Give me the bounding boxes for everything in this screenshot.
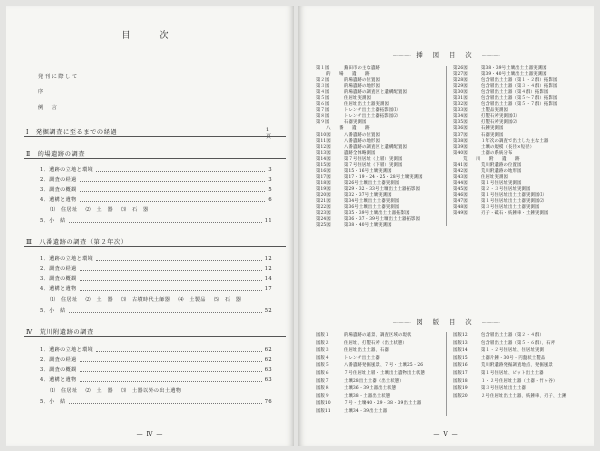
section-title: Ⅲ 八番遺跡の調査（第２年次） [26, 239, 128, 246]
item-number: 第25図 [316, 223, 331, 229]
list-item [316, 223, 423, 229]
toc-item: 5．小 結 52 [40, 307, 272, 314]
toc-item: 3．調査の概観 5 [40, 186, 272, 193]
column-divider [446, 332, 447, 416]
list-item [453, 211, 557, 217]
item-number: 第11図 [316, 138, 331, 144]
toc-item: 3．調査の概観 14 [40, 275, 272, 282]
list-item [453, 378, 566, 386]
toc-item: 1．遺跡の立地と環境 62 [40, 346, 272, 353]
item-text: 第32・37号土壙実測図 [344, 192, 392, 198]
subheading-text: 荒 川 附 遺 跡 [463, 156, 522, 162]
item-number: 第34図 [453, 114, 468, 120]
list-item [453, 362, 566, 370]
item-number: 第１図 [316, 66, 330, 71]
item-number: 第14図 [316, 156, 331, 162]
left-page [6, 6, 294, 446]
item-number: 第18図 [316, 180, 331, 186]
item-text: 第36・37・39号土壙出土土器拓影図 [344, 217, 421, 223]
item-text: 第15・16号土壙実測図 [344, 168, 392, 174]
item-number: 第10図 [316, 132, 331, 138]
item-text: 土製品実測図 [481, 108, 508, 114]
toc-subitems: ⑴ 住居址 ⑵ 土 器 ⑶ 石 器 [50, 207, 149, 213]
decorative-border: ··············· [392, 53, 411, 59]
item-text: 八番遺跡の地形図 [344, 138, 380, 144]
toc-subitems: ⑴ 住居址 ⑵ 土 器 ⑶ 古墳時代土師器 ⑷ 土製品 ⑸ 石 器 [50, 297, 242, 303]
list-item [453, 332, 566, 340]
item-text: 八番遺跡の調査区と遺構配置図 [344, 144, 407, 150]
section-title: Ⅱ 的場遺跡の調査 [26, 151, 86, 158]
item-number: 第３図 [316, 84, 330, 90]
item-number: 第12図 [316, 144, 331, 150]
item-text: トレンチ出土土器 [344, 355, 380, 361]
item-number: 図版８ [316, 386, 330, 392]
item-text: 第29・32・33号土壙出土土器拓影図 [344, 186, 421, 192]
item-text: 石錘実測図 [481, 126, 504, 132]
item-number: 第７図 [316, 108, 330, 114]
toc-item: 4．遺構と遺物 17 [40, 285, 272, 292]
item-text: 住居址出土土器、石器 [344, 348, 389, 354]
item-text: 荒川附遺跡の地形図 [481, 168, 522, 174]
list-item [316, 362, 425, 370]
item-text: 包含層出土土器（第５～７群）拓影図 [481, 96, 558, 102]
item-text: 荒川附遺跡の位置図 [481, 162, 522, 168]
item-number: 図版20 [453, 393, 468, 399]
toc-item: 2．調査の経過 12 [40, 265, 272, 272]
item-text: 住居址実測図 [481, 174, 508, 180]
item-text: 住居址出土土器実測図 [344, 102, 389, 108]
item-number: 第16図 [316, 168, 331, 174]
item-text: 土壙36・39土器出土状態 [344, 386, 397, 392]
item-text: 第26号土壙出土土器実測図 [344, 180, 400, 186]
item-number: 第31図 [453, 96, 468, 102]
toc-subitems: ⑴ 住居址 ⑵ 土 器 ⑶ 土器以外の出土遺物 [50, 388, 182, 394]
item-text: 石器実測図 [344, 120, 367, 126]
item-number: 図版15 [453, 355, 468, 361]
item-number: 第48図 [453, 205, 468, 211]
item-text: 第１号住居址、ピット出土土器 [481, 370, 544, 376]
item-text: 土器の系統分布 [481, 150, 513, 156]
item-text: 第38・39号土壙出土土器実測図 [481, 66, 547, 71]
item-number: 第19図 [316, 186, 331, 192]
item-text: 土器片錘・30号・円盤状土製品 [481, 355, 546, 361]
item-number: 図版１ [316, 333, 330, 338]
item-text: 土壙38・土器出土状態 [344, 393, 391, 399]
list-item [316, 400, 425, 408]
item-number: 第24図 [316, 217, 331, 223]
item-number: 図版２ [316, 340, 330, 346]
section-title: Ⅰ 発掘調査に至るまでの経過 [26, 129, 118, 136]
item-number: 図版11 [316, 408, 331, 414]
item-text: 第34号土壙出土土器実測図 [344, 199, 400, 205]
item-number: 図版７ [316, 378, 330, 384]
front-matter-item: 序 [38, 89, 45, 95]
plates-title: 図 版 目 次 [416, 319, 476, 326]
list-item [316, 347, 425, 355]
item-text: 的場遺跡の遠景、調査区域の現状 [344, 333, 412, 338]
list-item [316, 340, 425, 348]
item-text: 第38・40号土壙実測図 [344, 223, 392, 229]
item-text: 八番遺跡の位置図 [344, 132, 380, 138]
toc-item: 5．小 結 11 [40, 217, 272, 224]
item-number: 図版16 [453, 363, 468, 369]
item-number: 第28図 [453, 78, 468, 84]
contents-title: 目 次 [121, 31, 179, 41]
item-number: 第23図 [316, 211, 331, 217]
decorative-border: ··············· [481, 320, 500, 326]
list-item [316, 408, 425, 416]
divider [24, 336, 286, 337]
toc-item: 1．遺跡の立地と環境 3 [40, 166, 272, 173]
item-number: 図版18 [453, 378, 468, 384]
item-text: 第１号住居址実測図 [481, 180, 522, 186]
item-text: ７号住居址上層・土壙出土遺物出土状態 [344, 370, 425, 376]
item-number: 第29図 [453, 84, 468, 90]
item-number: 第42図 [453, 168, 468, 174]
item-text: 包含層出土土器（第５・７群）拓影図 [481, 102, 558, 108]
item-text: 包含層出土土器（第４群）拓影図 [481, 90, 549, 96]
list-item [316, 370, 425, 378]
item-number: 図版６ [316, 370, 330, 376]
list-item [453, 370, 566, 378]
item-text: 第１・２号住居址、住居址実測 [481, 348, 544, 354]
item-number: 第27図 [453, 72, 468, 78]
item-number: 第43図 [453, 174, 468, 180]
item-number: 第17図 [316, 174, 331, 180]
section-heading [26, 149, 85, 158]
item-text: 住居址実測図 [344, 96, 371, 102]
item-number: 第46図 [453, 192, 468, 198]
item-number: 第44図 [453, 180, 468, 186]
item-text: 包含層出土土器（第２・４群） [481, 333, 544, 338]
item-text: １・２号住居址土器（土器・竹ヶ谷） [481, 378, 558, 384]
section-page: 1頁 [266, 127, 272, 140]
item-number: 図版12 [453, 333, 468, 338]
subheading-text: 的 場 遺 跡 [326, 72, 372, 78]
item-text: 土壙の規模（長径×短径） [481, 144, 535, 150]
item-number: 図版13 [453, 340, 468, 346]
figure-list-left [316, 66, 423, 229]
list-item [453, 385, 566, 393]
front-matter-item: 例 言 [38, 105, 59, 111]
item-number: 第８図 [316, 114, 330, 120]
item-number: 図版14 [453, 348, 468, 354]
item-text: ７号・土壙40・29・38・39出土土器 [344, 401, 422, 407]
item-text: 刃子・砥石・紡錘車・土錘実測図 [481, 211, 549, 217]
item-number: 図版５ [316, 363, 330, 369]
item-text: トレンチ出土土器拓影図⑵ [344, 114, 398, 120]
toc-item: 2．調査の経過 62 [40, 356, 272, 363]
divider [24, 136, 286, 137]
item-number: 第37図 [453, 132, 468, 138]
item-number: 図版17 [453, 370, 468, 376]
item-number: 第45図 [453, 186, 468, 192]
item-number: 図版19 [453, 386, 468, 392]
item-text: 包含層出土土器（第５・６群）、石斧 [481, 340, 556, 346]
list-item [453, 355, 566, 363]
list-item [453, 347, 566, 355]
item-text: 第35・39号土壙出土土器拓影図 [344, 211, 410, 217]
item-number: 第22図 [316, 205, 331, 211]
section-heading [26, 327, 94, 336]
section-heading [26, 127, 272, 140]
item-number: 第32図 [453, 102, 468, 108]
figures-title: 挿 図 目 次 [416, 52, 476, 59]
item-number: 第39図 [453, 144, 468, 150]
item-text: 第１号住居址出土土器実測図⑴ [481, 192, 544, 198]
item-number: 第５図 [316, 96, 330, 102]
list-item [316, 393, 425, 401]
front-matter-item: 発刊に際して [38, 74, 79, 80]
toc-item: 4．遺構と遺物 6 [40, 196, 272, 203]
section-heading [26, 237, 128, 246]
item-text: 包含層出土土器（第１・２群）拓影図 [481, 78, 558, 84]
item-number: 第36図 [453, 126, 468, 132]
item-text: ２号住居址出土土器、紡錘車、刃子、土錘 [481, 393, 567, 399]
divider [24, 158, 286, 159]
item-number: 第38図 [453, 138, 468, 144]
item-text: 第１号住居址出土土器実測図⑵ [481, 199, 544, 205]
toc-item: 4．遺構と遺物 63 [40, 376, 272, 383]
item-number: 第21図 [316, 199, 331, 205]
subheading-text: 八 番 遺 跡 [326, 126, 372, 132]
toc-item: 2．調査の経過 3 [40, 176, 272, 183]
decorative-border: ··············· [392, 320, 411, 326]
item-number: 第41図 [453, 162, 468, 168]
item-number: 第15図 [316, 162, 331, 168]
item-text: 第３号住居址出土土器 [481, 386, 526, 392]
plate-list-right [453, 332, 566, 400]
item-number: 第９図 [316, 120, 330, 126]
item-text: 打製石斧実測図⑴ [481, 114, 517, 120]
item-text: 土壙34・39出土土器 [344, 408, 388, 414]
item-text: 土壙28出土土器（出土状態） [344, 378, 404, 384]
figures-header [298, 50, 594, 59]
list-item [316, 385, 425, 393]
item-text: 的場遺跡の調査区と遺構配置図 [344, 90, 407, 96]
list-item [316, 378, 425, 386]
item-number: 第33図 [453, 108, 468, 114]
item-text: 荒川附遺跡発掘調査地点、発掘風景 [481, 363, 553, 369]
item-number: 第２図 [316, 78, 330, 84]
item-text: トレンチ出土土器拓影図⑴ [344, 108, 398, 114]
item-text: 八番遺跡発掘風景、７号・土壙25・26 [344, 363, 424, 369]
item-text: 的場遺跡の位置図 [344, 78, 380, 84]
divider [24, 246, 286, 247]
item-text: 包含層出土土器（第３・４群）拓影図 [481, 84, 558, 90]
item-text: 住居址、打製石斧（出土状態） [344, 340, 407, 346]
item-text: 打製石斧実測図⑵ [481, 120, 517, 126]
plates-header [298, 317, 594, 326]
item-number: 第30図 [453, 90, 468, 96]
item-number: 第40図 [453, 150, 468, 156]
item-number: 第６図 [316, 102, 330, 108]
item-number: 第26図 [453, 66, 468, 71]
list-item [453, 393, 566, 401]
item-number: 図版９ [316, 393, 330, 399]
toc-item: 3．調査の概観 63 [40, 366, 272, 373]
item-text: 石器実測図 [481, 132, 504, 138]
item-number: 図版10 [316, 401, 331, 407]
item-number: 第35図 [453, 120, 468, 126]
item-text: 第３号住居址出土土器実測図 [481, 205, 540, 211]
list-item [316, 355, 425, 363]
plate-list-left [316, 332, 425, 416]
item-text: 蕪田市の主な遺跡 [344, 66, 380, 71]
item-number: 図版４ [316, 355, 330, 361]
column-divider [446, 66, 447, 226]
item-number: 第47図 [453, 199, 468, 205]
item-text: 遺跡全体略測図 [344, 150, 376, 156]
right-page [298, 6, 594, 446]
decorative-border: ··············· [481, 53, 500, 59]
list-item [316, 332, 425, 340]
item-number: 第20図 [316, 192, 331, 198]
section-title: Ⅳ 荒川附遺跡の調査 [26, 329, 94, 336]
toc-item: 1．遺跡の立地と環境 12 [40, 255, 272, 262]
item-number: 図版３ [316, 348, 330, 354]
item-text: 第36号土壙出土土器実測図 [344, 205, 400, 211]
item-text: 第７号住居址（上層）実測図 [344, 156, 403, 162]
page-number: — Ⅴ — [433, 431, 459, 438]
list-item [453, 340, 566, 348]
toc-item: 5．小 結 76 [40, 398, 272, 405]
item-text: 第39・40号土壙出土土器実測図 [481, 72, 547, 78]
page-number: — Ⅳ — [136, 431, 164, 438]
figure-list-right [453, 66, 557, 217]
item-text: １年次の調査で出土した主な土器 [481, 138, 549, 144]
item-text: 第２・３号住居址実測図 [481, 186, 531, 192]
item-text: 第17・19・24・25・28号土壙実測図 [344, 174, 423, 180]
item-number: 第49図 [453, 211, 468, 217]
item-number: 第４図 [316, 90, 330, 96]
item-text: 的場遺跡の地形図 [344, 84, 380, 90]
item-number: 第13図 [316, 150, 331, 156]
item-text: 第７号住居址（下層）実測図 [344, 162, 403, 168]
